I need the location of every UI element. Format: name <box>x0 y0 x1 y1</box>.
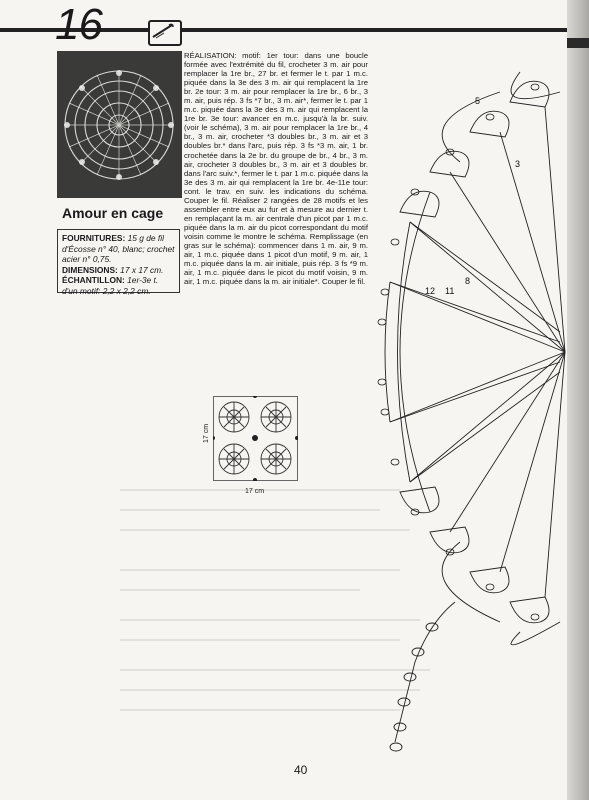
instructions-text: RÉALISATION: motif: 1er tour: dans une boucle formée avec l'extrémité du fil, crocheter 3 m. air pour remplacer la 1re br., 27 br. et fermer le t. par 1 m.c. piquée dans la 3e des 3 m. air qui remplacent la 1re br. 2e tour: 3 m. air pour remplacer la 1re br., 6 br., 3 m. air, puis rép. 3 fs *7 br., 3 m. air*, fermer le t. par 1 m.c. piquée dans la 3e des 3 m. air qui remplacent la 1re br. 3e tour: avancer en m.c. jusqu'à la br. suiv. (voir le schéma), 3 m. air pour remplacer la 1re br., 4 br., 3 m. air, crocheter *3 doubles br., 3 m. air et 3 doubles br.* dans l'arc, puis rép. 3 fs *3 m. air, 1 br. crochetée dans la 2e br. du groupe de br., 4 br., 3 m. air, crocheter 3 doubles br., 3 m. air et 3 doubles br. dans l'arc suiv.*, fermer le t. par 1 m.c. piquée dans la 3e des 3 m. air qui remplacent la 1re br. 4e-11e tour: cont. le trav. en suiv. les indications du schéma. Couper le fil. Réaliser 2 rangées de 28 motifs et les assembler entre eux au fur et à mesure au dernier t. en remplaçant la m. air centrale d'un picot par 1 m.c. piquée dans la m. air du picot correspondant du motif voisin comme le montre le schéma. Remplissage (en gras sur le schéma): commencer dans 1 m. air, 9 m. air, 1 m.c. piquée dans 1 picot d'un motif, 9 m. air, 1 m.c. piquée dans la m. air initiale, puis rép. 3 fs *9 m. air, 1 m.c. piquée dans le picot du motif voisin, 9 m. air, 1 m.c. piquée dans la m. air initiale*. Couper le fil. <box>184 51 368 287</box>
chart-label-8: 8 <box>465 276 471 286</box>
dimensions-line <box>62 265 175 276</box>
specs-box <box>57 229 180 296</box>
pattern-number: 16 <box>55 0 102 49</box>
dimensions-text: 17 x 17 cm. <box>120 264 164 275</box>
fournitures-line <box>62 233 175 265</box>
dimension-vertical-label: 17 cm <box>203 423 211 444</box>
page-number: 40 <box>294 763 308 777</box>
echantillon-label: ÉCHANTILLON: <box>62 275 125 286</box>
chart-label-12: 12 <box>425 286 436 296</box>
echantillon-line <box>62 275 175 296</box>
doily-photo <box>57 51 182 198</box>
chart-label-5: 5 <box>475 96 481 106</box>
chart-label-3: 3 <box>515 159 521 169</box>
chart-label-11: 11 <box>445 286 455 296</box>
crochet-chart <box>370 62 570 752</box>
fournitures-text: 15 g de fil d'Écosse n° 40, blanc; crochet acier n° 0,75. <box>62 233 175 265</box>
crochet-hook-icon <box>148 20 182 46</box>
echantillon-text: 1er-3e t. d'un motif: 2,2 x 2,2 cm. <box>62 275 159 296</box>
dimensions-label: DIMENSIONS: <box>62 264 118 275</box>
spine-marker <box>567 38 589 48</box>
motif-layout-diagram <box>213 396 298 481</box>
pattern-title: Amour en cage <box>62 205 164 221</box>
dimension-horizontal-label: 17 cm <box>245 488 265 495</box>
book-spine <box>567 0 589 800</box>
fournitures-label: FOURNITURES: <box>62 233 126 243</box>
